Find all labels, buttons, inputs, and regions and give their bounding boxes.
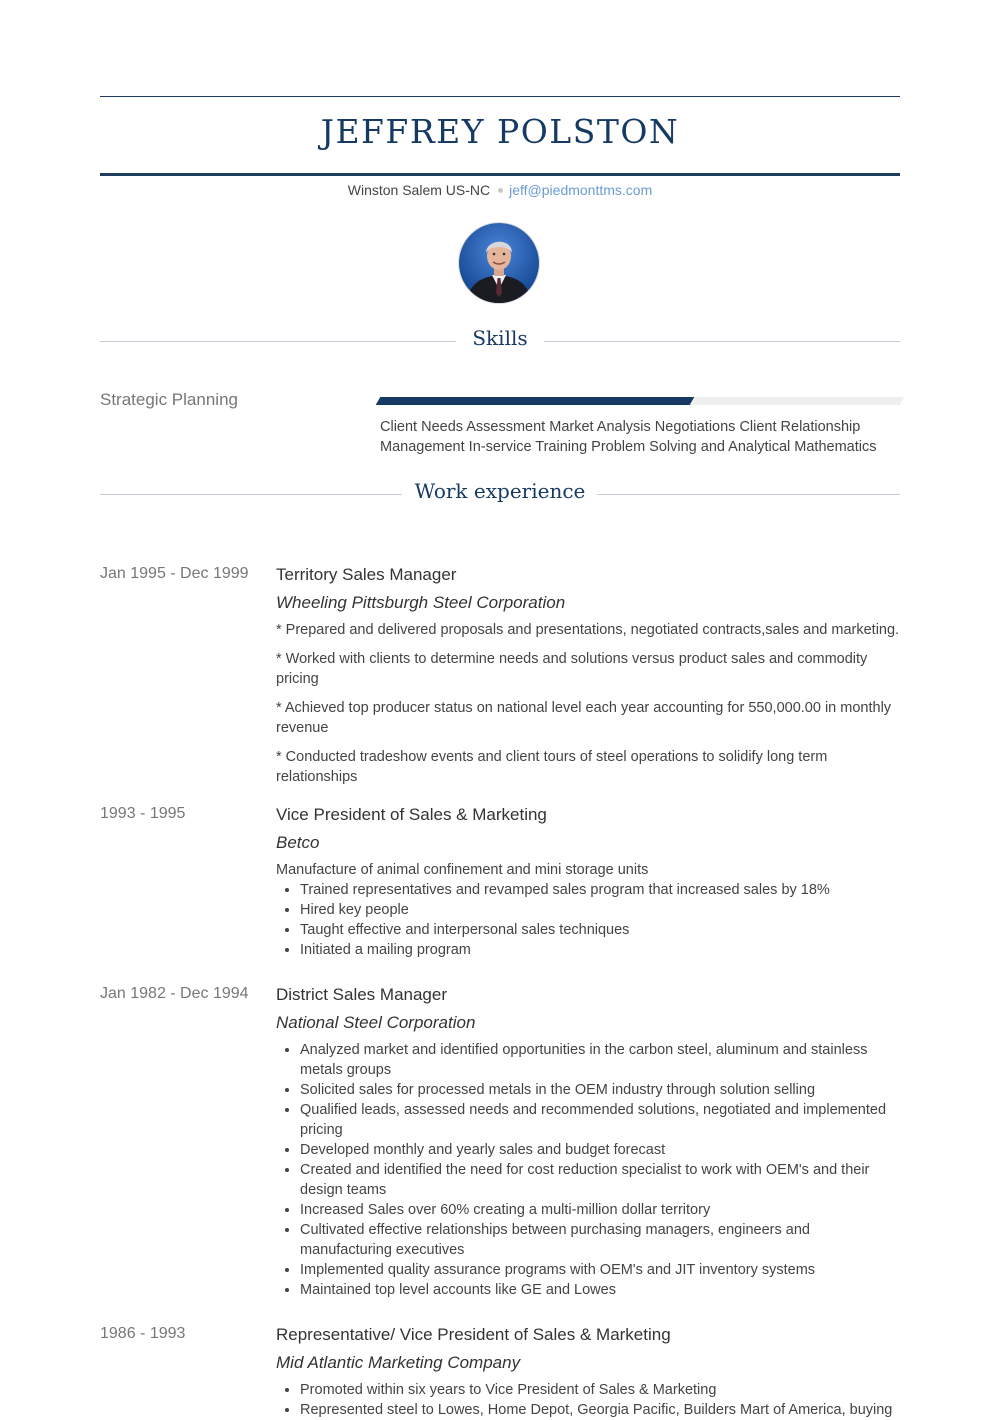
profile-photo (459, 223, 539, 303)
list-item: • Developed monthly and yearly sales and budget forecast (300, 1140, 902, 1160)
job-bullets (276, 1380, 902, 1420)
job-dates: 1986 - 1993 (100, 1325, 186, 1342)
job-company: Betco (276, 833, 320, 852)
candidate-name: JEFFREY POLSTON (320, 112, 680, 151)
skill-description: Client Needs Assessment Market Analysis Negotiations Client Relationship Management In-service Training Problem Solving and Analytical Mathematics (380, 419, 877, 455)
job-company: National Steel Corporation (276, 1013, 476, 1032)
person-photo-icon (459, 223, 539, 303)
job-role: Representative/ Vice President of Sales & Marketing (276, 1325, 671, 1344)
job-role: District Sales Manager (276, 985, 448, 1004)
list-item: • Trained representatives and revamped sales program that increased sales by 18% (300, 880, 902, 900)
list-item: • Solicited sales for processed metals in the OEM industry through solution selling (300, 1080, 902, 1100)
header-top-rule (100, 96, 900, 97)
job-paragraph: * Worked with clients to determine needs and solutions versus product sales and commodity pricing (276, 651, 868, 687)
list-item: • Represented steel to Lowes, Home Depot, Georgia Pacific, Builders Mart of America, buying (300, 1400, 902, 1420)
list-item: • Increased Sales over 60% creating a multi-million dollar territory (300, 1200, 902, 1220)
job-paragraph: * Prepared and delivered proposals and presentations, negotiated contracts,sales and marketing. (276, 622, 900, 638)
list-item: • Hired key people (300, 900, 902, 920)
list-item: • Qualified leads, assessed needs and recommended solutions, negotiated and implemented pricing (300, 1100, 902, 1140)
skills-heading (100, 326, 900, 356)
work-title: Work experience (414, 479, 586, 503)
work-heading (100, 479, 900, 509)
header-bottom-rule (100, 173, 900, 176)
list-item: • Initiated a mailing program (300, 940, 902, 960)
job-dates: Jan 1995 - Dec 1999 (100, 565, 249, 582)
skill-name: Strategic Planning (100, 390, 238, 409)
location-text: Winston Salem US-NC (347, 182, 491, 198)
list-item: • Created and identified the need for cost reduction specialist to work with OEM's and their design teams (300, 1160, 902, 1200)
job-dates: Jan 1982 - Dec 1994 (100, 985, 249, 1002)
job-bullets (276, 1040, 902, 1300)
job-dates: 1993 - 1995 (100, 805, 186, 822)
job-bullets (276, 880, 902, 960)
separator-dot-icon (498, 188, 503, 193)
job-role: Territory Sales Manager (276, 565, 457, 584)
skill-level-fill (376, 397, 695, 405)
job-paragraph: * Achieved top producer status on national level each year accounting for 550,000.00 in monthly revenue (276, 700, 892, 736)
list-item: • Taught effective and interpersonal sales techniques (300, 920, 902, 940)
list-item: • Analyzed market and identified opportunities in the carbon steel, aluminum and stainless metals groups (300, 1040, 902, 1080)
list-item: • Promoted within six years to Vice President of Sales & Marketing (300, 1380, 902, 1400)
list-item: • Implemented quality assurance programs with OEM's and JIT inventory systems (300, 1260, 902, 1280)
list-item: • Maintained top level accounts like GE and Lowes (300, 1280, 902, 1300)
email-link[interactable]: jeff@piedmonttms.com (509, 182, 653, 198)
job-intro: Manufacture of animal confinement and mini storage units (276, 862, 649, 878)
job-paragraph: * Conducted tradeshow events and client tours of steel operations to solidify long term relationships (276, 749, 828, 785)
list-item: • Cultivated effective relationships between purchasing managers, engineers and manufacturing executives (300, 1220, 902, 1260)
job-role: Vice President of Sales & Marketing (276, 805, 547, 824)
job-company: Mid Atlantic Marketing Company (276, 1353, 521, 1372)
skill-level-bar (376, 397, 905, 405)
job-company: Wheeling Pittsburgh Steel Corporation (276, 593, 566, 612)
contact-line (100, 182, 900, 198)
skills-title: Skills (472, 326, 528, 350)
